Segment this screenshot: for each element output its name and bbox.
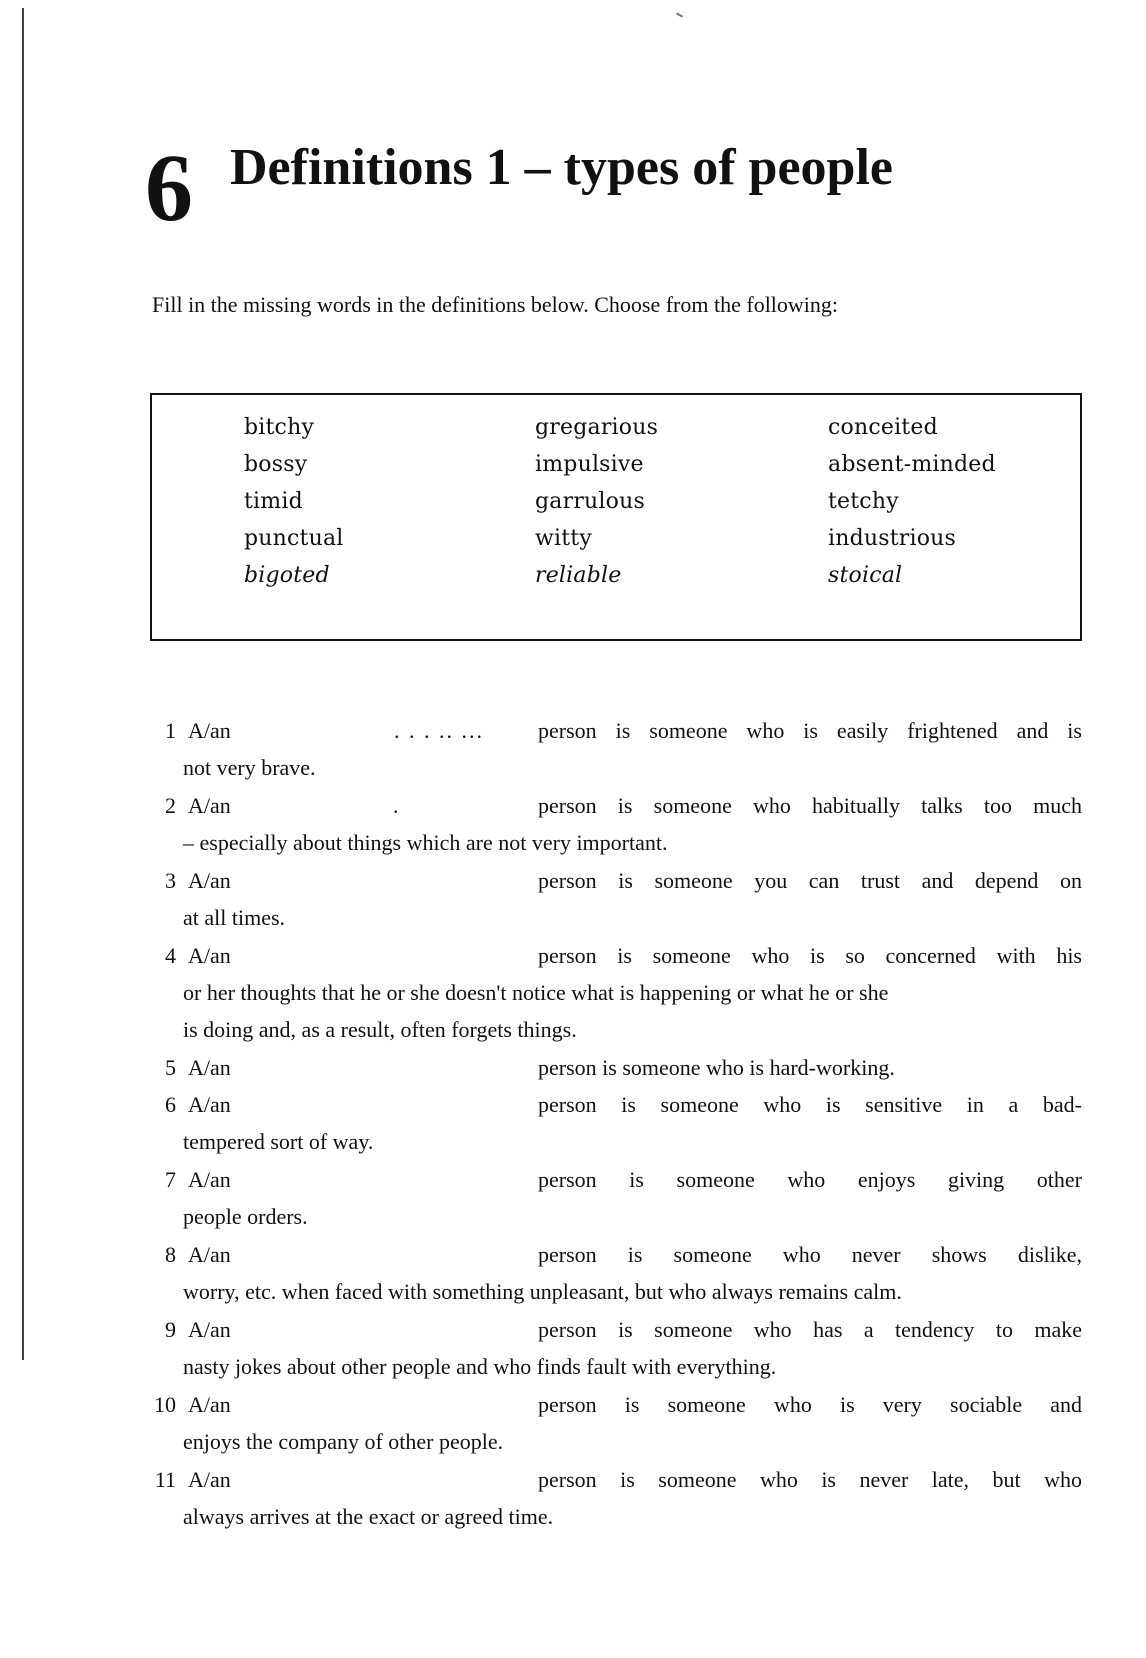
item-continuation: or her thoughts that he or she doesn't notice what is happening or what he or she (183, 980, 889, 1005)
page-header (145, 130, 1085, 240)
item-number: 2 (165, 793, 176, 818)
item-continuation: tempered sort of way. (183, 1129, 374, 1154)
word-option: impulsive (535, 452, 644, 477)
item-continuation: nasty jokes about other people and who finds fault with everything. (183, 1354, 777, 1379)
item-number: 10 (154, 1392, 176, 1417)
item-definition: person is someone who is very sociable and (538, 1392, 1082, 1417)
item-definition: person is someone who is never late, but who (538, 1467, 1082, 1492)
item-definition: person is someone who has a tendency to make (538, 1317, 1082, 1342)
instructions: Fill in the missing words in the definitions below. Choose from the following: (152, 292, 839, 317)
item-number: 7 (165, 1167, 176, 1192)
item-definition: person is someone who is sensitive in a bad- (538, 1092, 1082, 1117)
item-lead: A/an (188, 943, 231, 968)
item-lead: A/an (188, 793, 231, 818)
item-continuation: at all times. (183, 905, 286, 930)
answer-blank: . . . .. ... (394, 718, 484, 743)
item-definition: person is someone who habitually talks too much (538, 793, 1082, 818)
item-definition: person is someone who is easily frightened and is (538, 718, 1082, 743)
item-lead: A/an (188, 1055, 231, 1080)
item-lead: A/an (188, 1092, 231, 1117)
word-column-3 (828, 415, 996, 600)
item-number: 6 (165, 1092, 176, 1117)
page-title: Definitions 1 – types of people (230, 139, 893, 196)
item-lead: A/an (188, 1242, 231, 1267)
page-spine-line (22, 8, 24, 1360)
word-bank (150, 393, 1082, 641)
word-option: industrious (828, 526, 957, 551)
item-definition: person is someone who enjoys giving other (538, 1167, 1082, 1192)
item-lead: A/an (188, 1317, 231, 1342)
item-continuation: is doing and, as a result, often forgets things. (183, 1017, 577, 1042)
word-column-1 (244, 415, 344, 600)
item-number: 1 (165, 718, 176, 743)
word-option: reliable (535, 563, 622, 588)
item-definition: person is someone who never shows dislike, (538, 1242, 1082, 1267)
item-number: 8 (165, 1242, 176, 1267)
item-number: 4 (165, 943, 176, 968)
item-lead: A/an (188, 1167, 231, 1192)
item-continuation: worry, etc. when faced with something unpleasant, but who always remains calm. (183, 1279, 902, 1304)
item-lead: A/an (188, 1467, 231, 1492)
word-option: garrulous (535, 489, 645, 514)
word-option: bitchy (244, 415, 315, 440)
word-option: timid (244, 489, 303, 514)
item-lead: A/an (188, 1392, 231, 1417)
item-continuation: not very brave. (183, 755, 316, 780)
item-continuation: enjoys the company of other people. (183, 1429, 504, 1454)
word-option: punctual (244, 526, 344, 551)
word-option: conceited (828, 415, 938, 440)
word-option: bigoted (244, 563, 330, 588)
item-number: 5 (165, 1055, 176, 1080)
answer-blank: . (393, 793, 401, 818)
word-option: tetchy (828, 489, 899, 514)
item-continuation: always arrives at the exact or agreed time. (183, 1504, 554, 1529)
word-option: absent-minded (828, 452, 996, 477)
item-number: 9 (165, 1317, 176, 1342)
item-definition: person is someone who is hard-working. (538, 1055, 895, 1080)
word-column-2 (535, 415, 658, 600)
item-lead: A/an (188, 868, 231, 893)
item-continuation: – especially about things which are not very important. (183, 830, 668, 855)
item-definition: person is someone you can trust and depend on (538, 868, 1082, 893)
word-option: witty (535, 526, 592, 551)
item-number: 11 (154, 1467, 176, 1492)
item-lead: A/an (188, 718, 231, 743)
word-option: stoical (828, 563, 903, 588)
scan-mark (676, 12, 683, 17)
item-number: 3 (165, 868, 176, 893)
item-definition: person is someone who is so concerned with his (538, 943, 1082, 968)
unit-number: 6 (145, 134, 193, 241)
item-continuation: people orders. (183, 1204, 308, 1229)
word-option: bossy (244, 452, 308, 477)
word-option: gregarious (535, 415, 659, 440)
